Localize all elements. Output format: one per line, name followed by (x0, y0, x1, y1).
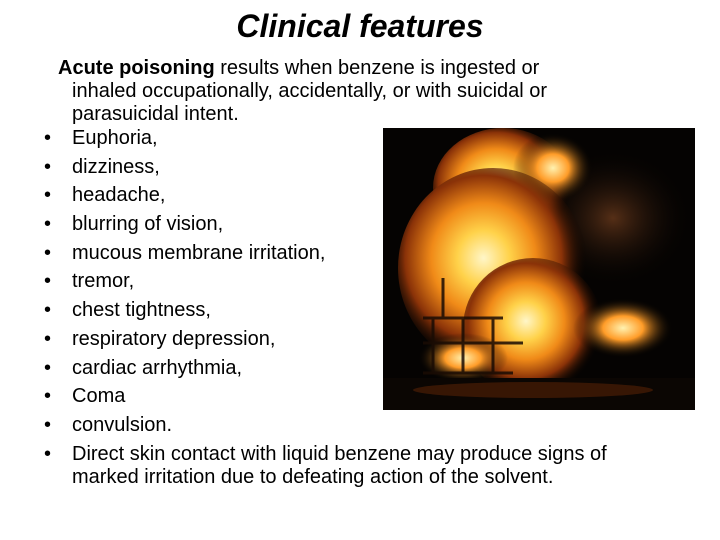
list-item: • chest tightness, (44, 299, 211, 322)
bullet-icon: • (44, 241, 52, 264)
bullet-icon: • (44, 327, 52, 350)
bullet-icon: • (44, 385, 52, 408)
bullet-icon: • (44, 299, 52, 322)
intro-text-line2: inhaled occupationally, accidentally, or with suicidal or (72, 80, 548, 102)
list-item: • Coma (44, 385, 126, 408)
bullet-icon: • (44, 270, 52, 293)
intro-text-line1: results when benzene is ingested or (214, 57, 540, 79)
list-item: • Euphoria, (44, 127, 158, 149)
bullet-icon: • (44, 213, 52, 236)
list-item: • Direct skin contact with liquid benzene may produce signs of marked irritation due to defeating action of the solvent. (44, 442, 607, 488)
bullet-icon: • (44, 127, 52, 149)
list-item: • convulsion. (44, 413, 173, 436)
list-item: • tremor, (44, 270, 135, 293)
bullet-icon: • (44, 356, 52, 379)
slide-title: Clinical features (236, 8, 484, 44)
list-item: • cardiac arrhythmia, (44, 356, 243, 379)
list-item: • mucous membrane irritation, (44, 241, 326, 264)
intro-bold-term: Acute poisoning (58, 57, 215, 79)
list-item: • respiratory depression, (44, 327, 276, 350)
bullet-icon: • (44, 442, 52, 465)
bullet-icon: • (44, 413, 52, 436)
bullet-icon: • (44, 155, 52, 178)
intro-paragraph (58, 57, 658, 126)
list-item: • headache, (44, 184, 166, 207)
list-item: • dizziness, (44, 155, 160, 178)
list-item: • blurring of vision, (44, 213, 224, 236)
bullet-icon: • (44, 184, 52, 207)
symptom-list (44, 127, 664, 489)
intro-text-line3: parasuicidal intent. (72, 103, 239, 125)
